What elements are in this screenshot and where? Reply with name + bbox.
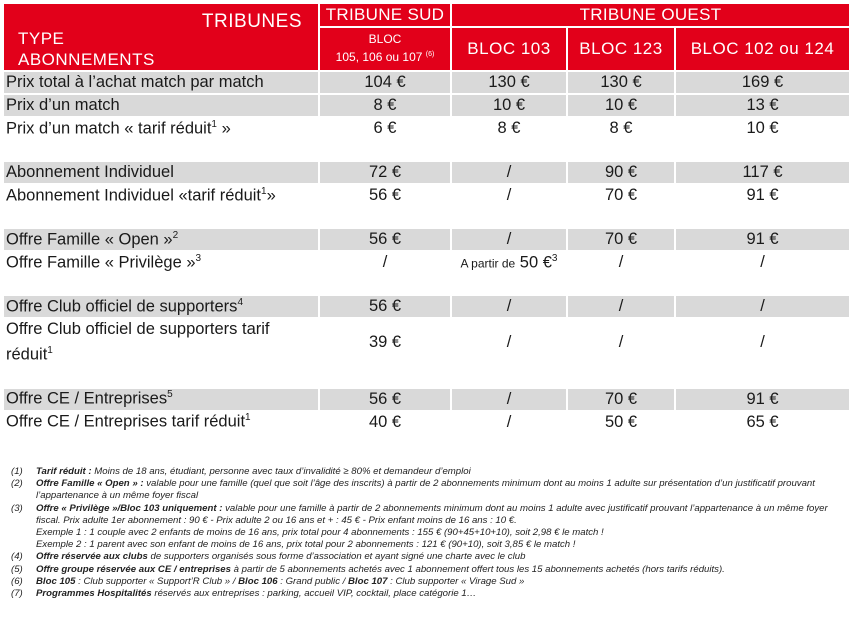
table-row bbox=[4, 319, 849, 366]
bloc-123-header: BLOC 123 bbox=[568, 28, 674, 70]
price-cell: 104 € bbox=[320, 72, 450, 93]
tribune-sud-header: TRIBUNE SUD bbox=[320, 4, 450, 26]
table-row bbox=[4, 389, 849, 410]
pricing-table bbox=[2, 2, 851, 435]
row-label: Abonnement Individuel bbox=[4, 162, 318, 183]
price-cell: 8 € bbox=[320, 95, 450, 116]
price-cell: A partir de 50 €$^3$ bbox=[460, 252, 558, 272]
table-row bbox=[4, 296, 849, 317]
row-label: Offre CE / Entreprises$^5$ bbox=[4, 389, 318, 410]
price-cell: 65 € bbox=[746, 412, 779, 431]
price-cell: 6 € bbox=[373, 119, 397, 137]
header-corner bbox=[4, 4, 318, 70]
price-cell: 130 € bbox=[452, 72, 566, 93]
row-label: Abonnement Individuel «tarif réduit$^1$» bbox=[6, 185, 276, 205]
header-row-1 bbox=[4, 4, 849, 26]
price-cell: 50 € bbox=[604, 412, 638, 431]
price-cell: 70 € bbox=[604, 186, 638, 204]
footnote: (1) Tarif réduit : Moins de 18 ans, étudiant, personne avec taux d’invalidité ≥ 80% et demandeur d’emploi bbox=[11, 466, 471, 477]
bloc-sud-header: BLOC 105, 106 ou 107 $^{(6)}$ bbox=[320, 28, 450, 70]
row-label: Offre Club officiel de supporters tarif réduit$^1$ bbox=[6, 320, 270, 364]
bloc-103-header: BLOC 103 bbox=[452, 28, 566, 70]
price-cell: 13 € bbox=[676, 95, 849, 116]
footnotes bbox=[11, 466, 847, 600]
price-cell: / bbox=[618, 332, 624, 351]
price-cell: / bbox=[452, 389, 566, 410]
price-cell: 56 € bbox=[320, 296, 450, 317]
row-label: Offre Famille « Privilège »$^3$ bbox=[6, 252, 202, 272]
price-cell: 8 € bbox=[609, 119, 633, 137]
price-cell: 8 € bbox=[497, 119, 521, 137]
table-row bbox=[4, 229, 849, 250]
row-label: Offre CE / Entreprises tarif réduit$^1$ bbox=[6, 412, 251, 431]
price-cell: / bbox=[506, 412, 512, 431]
footnote: (4) Offre réservée aux clubs de supporters organisés sous forme d’association et ayant signé une charte avec le club bbox=[11, 551, 526, 563]
price-cell: 70 € bbox=[568, 389, 674, 410]
price-cell: 56 € bbox=[368, 186, 402, 204]
price-cell: 72 € bbox=[320, 162, 450, 183]
price-cell: 10 € bbox=[746, 119, 779, 137]
price-cell: 91 € bbox=[676, 389, 849, 410]
footnote: (3) Offre « Privilège »/Bloc 103 uniquement : valable pour une famille à partir de 2 abonnements minimum dont au moins 1 adulte avec justificatif prouvant l’appartenance à un même foyer fiscal. Prix adulte 1er abonnement : 90 € - Prix adulte 2 ou 16 ans et + : 45 € - Prix enfant moins de 16 ans : 10 €. Exemple 1 : 1 couple avec 2 enfants de moins de 16 ans, prix total pour 4 abonnements : 155 € (90+45+10+10), soit 2,98 € le match ! Exemple 2 : 1 parent avec son enfant de moins de 16 ans, prix total pour 2 abonnements : 121 € (90+10), soit 3,85 € le match ! bbox=[11, 502, 828, 551]
table-row bbox=[4, 412, 849, 433]
price-cell: / bbox=[506, 186, 512, 204]
price-cell: 70 € bbox=[568, 229, 674, 250]
price-cell: 90 € bbox=[568, 162, 674, 183]
price-cell: 91 € bbox=[676, 229, 849, 250]
footnote: (7) Programmes Hospitalités réservés aux entreprises : parking, accueil VIP, cocktail, place catégorie 1… bbox=[11, 588, 477, 600]
price-cell: / bbox=[452, 229, 566, 250]
row-label: Prix d’un match « tarif réduit$^1$ » bbox=[6, 118, 231, 138]
price-cell: 169 € bbox=[676, 72, 849, 93]
price-cell: 40 € bbox=[368, 412, 402, 431]
row-label: Offre Club officiel de supporters$^4$ bbox=[4, 296, 318, 317]
price-cell: / bbox=[452, 162, 566, 183]
price-cell: / bbox=[452, 296, 566, 317]
footnote: (6) Bloc 105 : Club supporter « Support’R Club » / Bloc 106 : Grand public / Bloc 107 : Club supporter « Virage Sud » bbox=[11, 575, 525, 587]
price-cell: / bbox=[760, 253, 765, 271]
price-cell: / bbox=[618, 253, 624, 271]
spacer-row bbox=[4, 275, 849, 294]
spacer-row bbox=[4, 141, 849, 160]
footnote: (5) Offre groupe réservée aux CE / entreprises à partir de 5 abonnements achetés avec 1 abonnement offert tous les 15 abonnements achetés (hors tarifs réduits). bbox=[11, 563, 725, 575]
price-cell: / bbox=[760, 332, 765, 351]
table-row bbox=[4, 252, 849, 273]
table-row bbox=[4, 72, 849, 93]
price-cell: / bbox=[382, 253, 388, 271]
table-row bbox=[4, 162, 849, 183]
bloc-102-124-header: BLOC 102 ou 124 bbox=[676, 28, 849, 70]
price-cell: 91 € bbox=[746, 186, 779, 204]
spacer-row bbox=[4, 208, 849, 227]
price-cell: / bbox=[676, 296, 849, 317]
price-cell: 10 € bbox=[452, 95, 566, 116]
footnote: (2) Offre Famille « Open » : valable pour une famille (quel que soit l’âge des inscrits) à partir de 2 abonnements minimum dont au moins 1 adulte sur présentation d’un justificatif prouvant l’appartenance à un même foyer fiscal bbox=[11, 478, 815, 502]
price-cell: / bbox=[568, 296, 674, 317]
table-row bbox=[4, 118, 849, 139]
row-label: Prix d’un match bbox=[4, 95, 318, 116]
price-cell: 117 € bbox=[676, 162, 849, 183]
tribune-ouest-header: TRIBUNE OUEST bbox=[452, 4, 849, 26]
price-cell: 56 € bbox=[320, 229, 450, 250]
price-cell: 10 € bbox=[568, 95, 674, 116]
row-label: Offre Famille « Open »$^2$ bbox=[4, 229, 318, 250]
row-label: Prix total à l’achat match par match bbox=[4, 72, 318, 93]
price-cell: 56 € bbox=[320, 389, 450, 410]
table-row bbox=[4, 185, 849, 206]
tribunes-label: TRIBUNES bbox=[201, 11, 302, 32]
price-cell: / bbox=[506, 332, 512, 351]
price-cell: 39 € bbox=[368, 332, 402, 351]
table-row bbox=[4, 95, 849, 116]
price-cell: 130 € bbox=[568, 72, 674, 93]
spacer-row bbox=[4, 368, 849, 387]
type-label: TYPE ABONNEMENTS bbox=[18, 29, 155, 69]
